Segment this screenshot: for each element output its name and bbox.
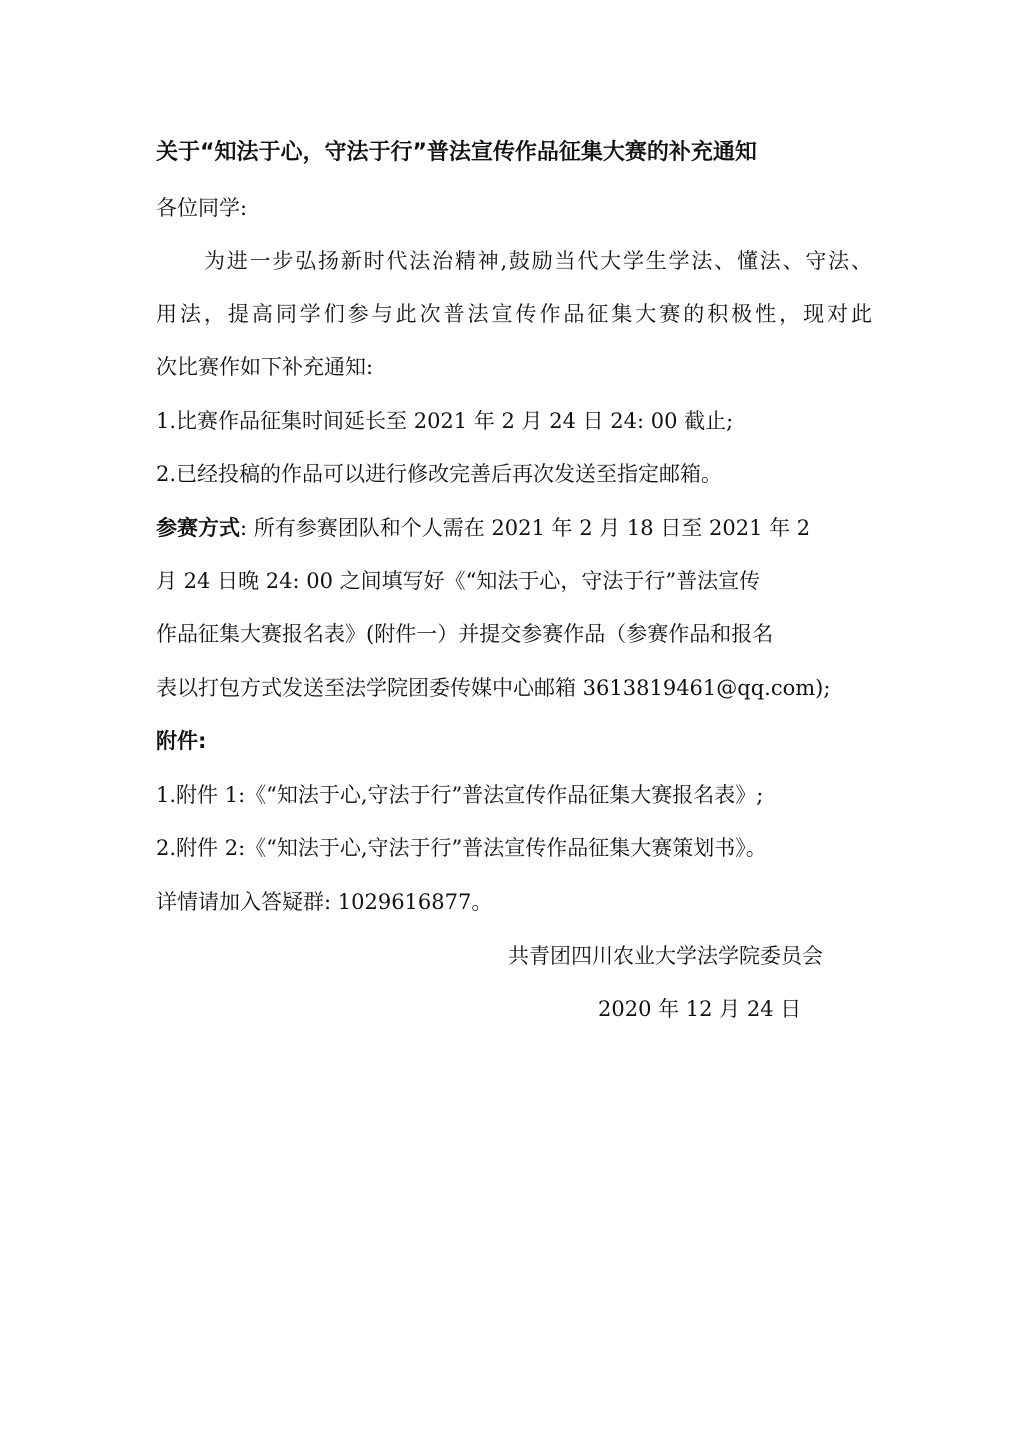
attachment-item-2: 2.附件 2:《“知法于心,守法于行”普法宣传作品征集大赛策划书》。: [156, 836, 767, 860]
participation-line-1: [156, 508, 872, 548]
participation-line-4: 表以打包方式发送至法学院团委传媒中心邮箱 3613819461@qq.com);: [156, 676, 831, 700]
attachment-item-1: 1.附件 1:《“知法于心,守法于行”普法宣传作品征集大赛报名表》;: [156, 783, 764, 807]
attachments-heading: 附件:: [156, 729, 207, 753]
participation-line-1-text: : 所有参赛团队和个人需在 2021 年 2 月 18 日至 2021 年 2: [240, 516, 811, 540]
notice-item-1: 1.比赛作品征集时间延长至 2021 年 2 月 24 日 24: 00 截止;: [156, 409, 734, 433]
participation-line-3: 作品征集大赛报名表》(附件一）并提交参赛作品（参赛作品和报名: [156, 622, 774, 646]
salutation: 各位同学:: [156, 196, 248, 220]
intro-line-3: 次比赛作如下补充通知:: [156, 355, 374, 379]
intro-line-2: 用法，提高同学们参与此次普法宣传作品征集大赛的积极性，现对此: [156, 302, 872, 326]
signature-date: 2020 年 12 月 24 日: [598, 997, 802, 1021]
participation-line-2: 月 24 日晚 24: 00 之间填写好《“知法于心，守法于行”普法宣传: [156, 569, 761, 593]
contact-info: 详情请加入答疑群: 1029616877。: [156, 890, 493, 914]
signature-org: 共青团四川农业大学法学院委员会: [508, 944, 823, 968]
participation-label: 参赛方式: [156, 516, 240, 540]
notice-item-2: 2.已经投稿的作品可以进行修改完善后再次发送至指定邮箱。: [156, 462, 723, 486]
intro-line-1: 为进一步弘扬新时代法治精神,鼓励当代大学生学法、懂法、守法、: [204, 249, 872, 273]
document-title: 关于“知法于心，守法于行”普法宣传作品征集大赛的补充通知: [156, 140, 757, 165]
